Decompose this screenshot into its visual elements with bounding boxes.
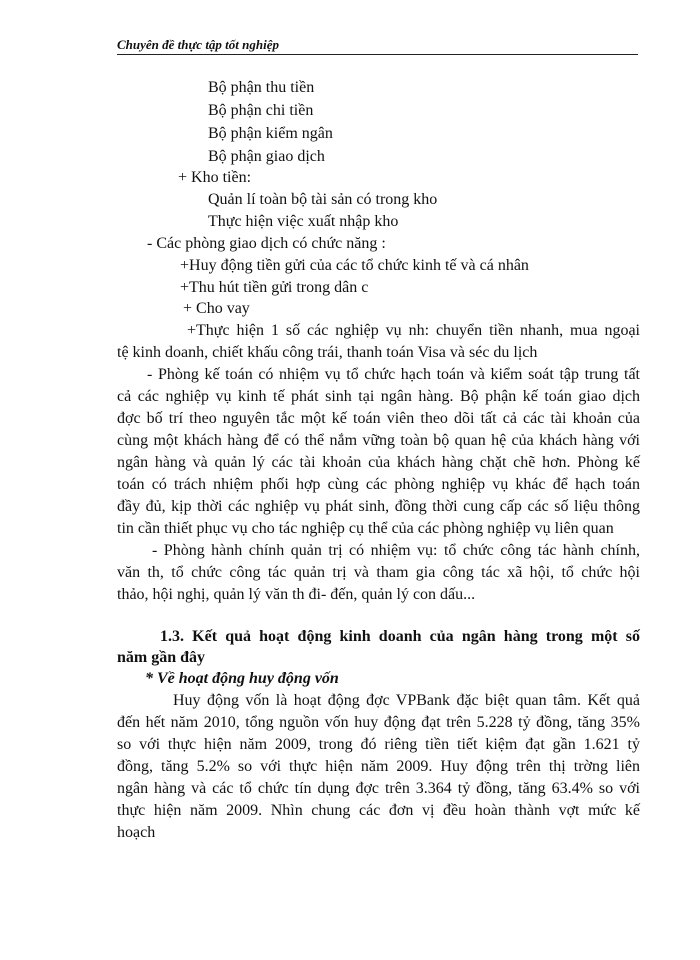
text-line: Quản lí toàn bộ tài sản có trong kho	[208, 191, 438, 208]
text-line: Bộ phận thu tiền	[208, 79, 315, 96]
text-line: đợc bố trí theo nguyên tắc một kế toán viên theo dõi tất cả các tài khoản của	[117, 410, 640, 427]
text-line: tin cần thiết phục vụ cho tác nghiệp cụ thể của các phòng nghiệp vụ liên quan	[117, 520, 614, 537]
subsection-heading: * Về hoạt động huy động vốn	[145, 670, 339, 687]
text-line: toán có trách nhiệm phối hợp cùng các phòng nghiệp vụ khác để hạch toán	[117, 476, 640, 493]
text-line: +Huy động tiền gửi của các tổ chức kinh tế và cá nhân	[180, 257, 529, 274]
text-line: - Các phòng giao dịch có chức năng :	[147, 235, 386, 252]
text-line: Thực hiện việc xuất nhập kho	[208, 213, 399, 230]
text-line: + Kho tiền:	[178, 169, 252, 186]
text-line: thực hiện năm 2009. Nhìn chung các đơn vị đều hoàn thành vợt mức kế	[117, 802, 640, 819]
section-heading: 1.3. Kết quả hoạt động kinh doanh của ngân hàng trong một số	[160, 628, 640, 645]
text-line: Bộ phận giao dịch	[208, 148, 325, 165]
text-line: đầy đủ, kịp thời các nghiệp vụ phát sinh, đồng thời cung cấp các số liệu thông	[117, 498, 640, 515]
text-line: Bộ phận kiểm ngân	[208, 125, 333, 142]
running-header: Chuyên đề thực tập tốt nghiệp	[117, 37, 638, 55]
text-line: đến hết năm 2010, tổng nguồn vốn huy động đạt trên 5.228 tỷ đồng, tăng 35%	[117, 714, 640, 731]
text-line: cùng một khách hàng để có thể nắm vững toàn bộ quan hệ của khách hàng với	[117, 432, 640, 449]
text-line: Huy động vốn là hoạt động đợc VPBank đặc biệt quan tâm. Kết quả	[173, 692, 640, 709]
text-line: - Phòng hành chính quản trị có nhiệm vụ: tổ chức công tác hành chính,	[152, 542, 640, 559]
text-line: +Thu hút tiền gửi trong dân c	[180, 279, 369, 296]
text-line: ngân hàng và quản lý các tài khoản của khách hàng chặt chẽ hơn. Phòng kế	[117, 454, 640, 471]
section-heading-continued: năm gần đây	[117, 649, 206, 666]
text-line: Bộ phận chi tiền	[208, 102, 314, 119]
text-line: +Thực hiện 1 số các nghiệp vụ nh: chuyển tiền nhanh, mua ngoại	[187, 322, 640, 339]
text-line: hoạch	[117, 824, 156, 841]
text-line: tệ kinh doanh, chiết khấu công trái, thanh toán Visa và séc du lịch	[117, 344, 538, 361]
text-line: cả các nghiệp vụ kinh tế phát sinh tại ngân hàng. Bộ phận kế toán giao dịch	[117, 388, 640, 405]
text-line: văn th, tổ chức công tác quản trị và tham gia công tác xã hội, tổ chức hội	[117, 564, 640, 581]
text-line: so với thực hiện năm 2009, trong đó riêng tiền tiết kiệm đạt gần 1.621 tỷ	[117, 736, 640, 753]
text-line: đồng, tăng 5.2% so với thực hiện năm 2009. Huy động trên thị trờng liên	[117, 758, 640, 775]
text-line: - Phòng kế toán có nhiệm vụ tổ chức hạch toán và kiểm soát tập trung tất	[147, 366, 640, 383]
text-line: + Cho vay	[183, 300, 250, 317]
text-line: thảo, hội nghị, quản lý văn th đi- đến, quản lý con dấu...	[117, 586, 476, 603]
text-line: ngân hàng và các tổ chức tín dụng đợc trên 3.364 tỷ đồng, tăng 63.4% so với	[117, 780, 640, 797]
